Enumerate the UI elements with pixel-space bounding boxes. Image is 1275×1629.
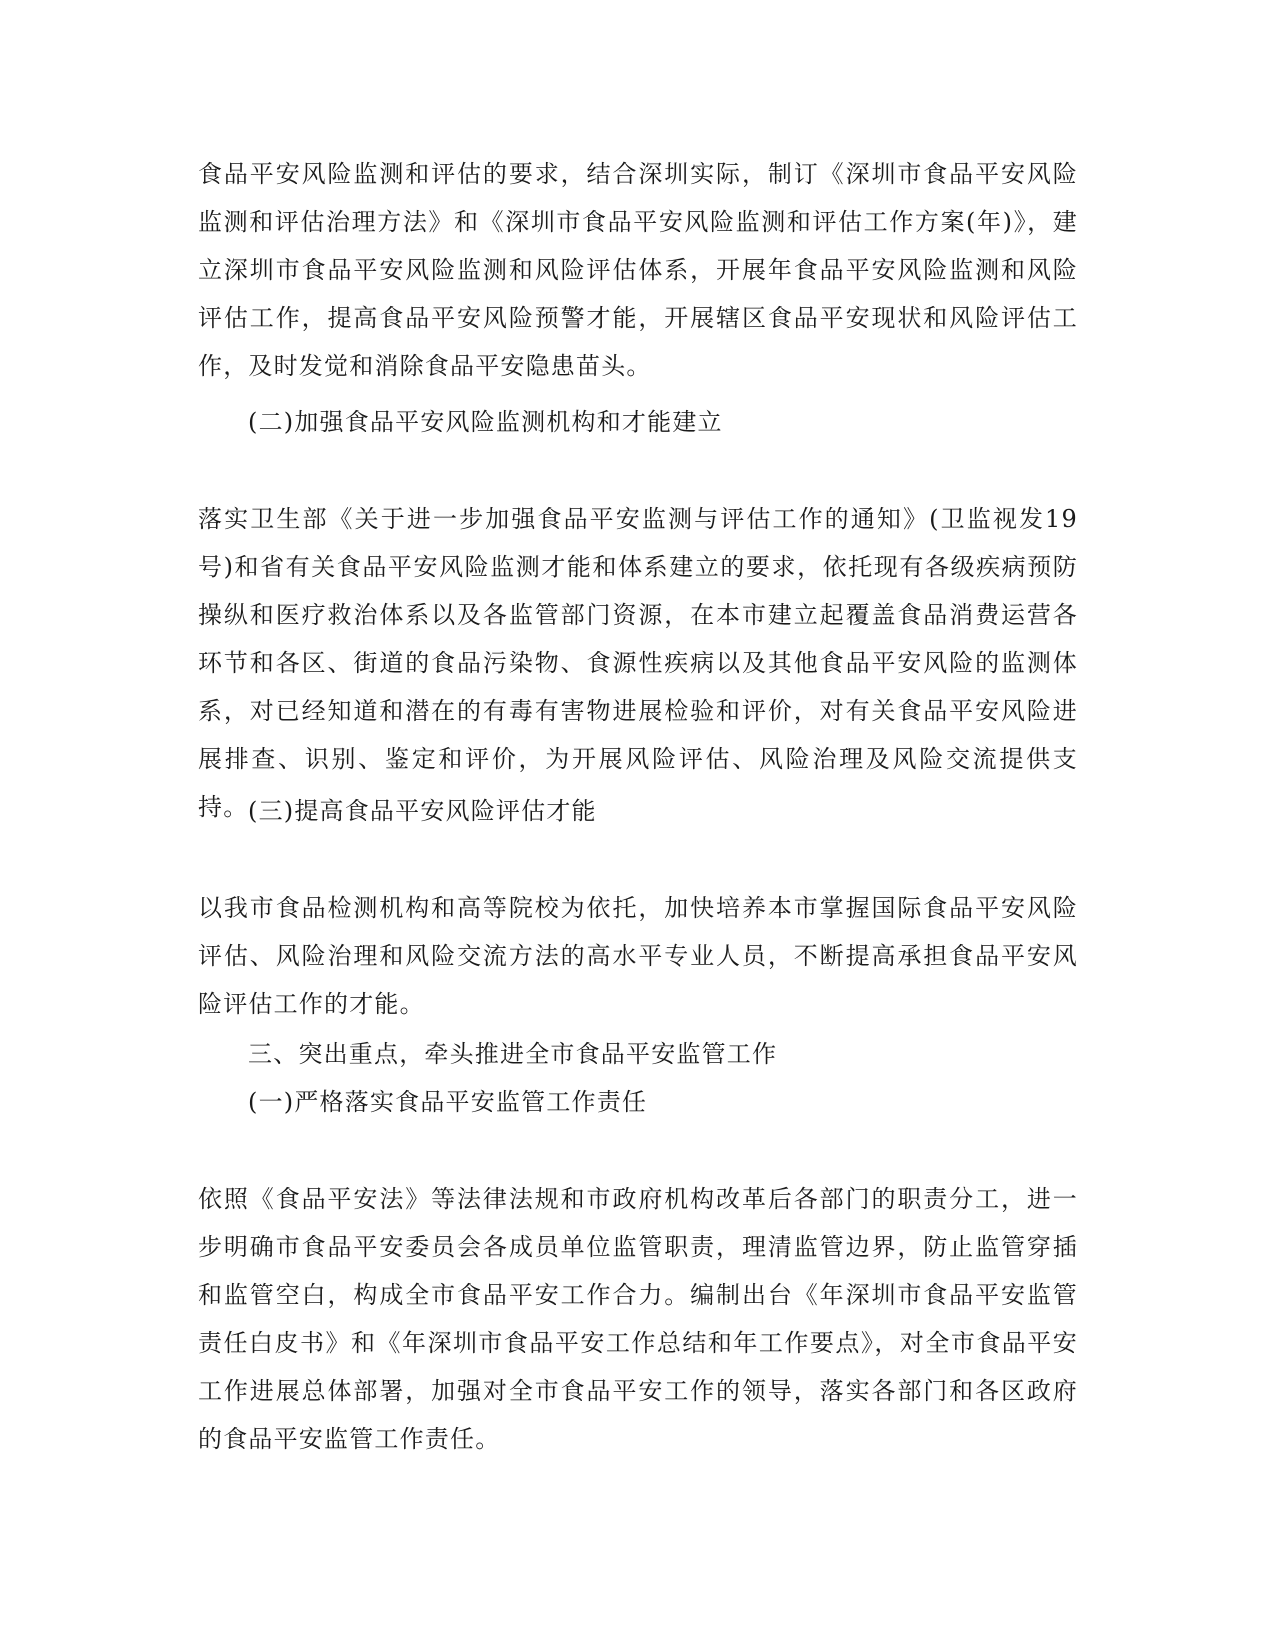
body-paragraph: 食品平安风险监测和评估的要求，结合深圳实际，制订《深圳市食品平安风险监测和评估治理方法》和《深圳市食品平安风险监测和评估工作方案(年)》，建立深圳市食品平安风险监测和风险评估体系，开展年食品平安风险监测和风险评估工作，提高食品平安风险预警才能，开展辖区食品平安现状和风险评估工作，及时发觉和消除食品平安隐患苗头。	[198, 160, 1078, 380]
chapter-heading: 三、突出重点，牵头推进全市食品平安监管工作	[248, 1040, 778, 1068]
body-paragraph: 落实卫生部《关于进一步加强食品平安监测与评估工作的通知》(卫监视发19号)和省有关食品平安风险监测才能和体系建立的要求，依托现有各级疾病预防操纵和医疗救治体系以及各监管部门资源，在本市建立起覆盖食品消费运营各环节和各区、街道的食品污染物、食源性疾病以及其他食品平安风险的监测体系，对已经知道和潜在的有毒有害物进展检验和评价，对有关食品平安风险进展排查、识别、鉴定和评价，为开展风险评估、风险治理及风险交流提供支持。	[198, 505, 1078, 821]
section-heading: (一)严格落实食品平安监管工作责任	[248, 1088, 648, 1116]
section-heading: (二)加强食品平安风险监测机构和才能建立	[248, 408, 723, 436]
section-heading: (三)提高食品平安风险评估才能	[248, 797, 597, 825]
body-paragraph: 以我市食品检测机构和高等院校为依托，加快培养本市掌握国际食品平安风险评估、风险治理和风险交流方法的高水平专业人员，不断提高承担食品平安风险评估工作的才能。	[198, 894, 1078, 1018]
body-paragraph: 依照《食品平安法》等法律法规和市政府机构改革后各部门的职责分工，进一步明确市食品平安委员会各成员单位监管职责，理清监管边界，防止监管穿插和监管空白，构成全市食品平安工作合力。编制出台《年深圳市食品平安监管责任白皮书》和《年深圳市食品平安工作总结和年工作要点》，对全市食品平安工作进展总体部署，加强对全市食品平安工作的领导，落实各部门和各区政府的食品平安监管工作责任。	[198, 1185, 1078, 1453]
